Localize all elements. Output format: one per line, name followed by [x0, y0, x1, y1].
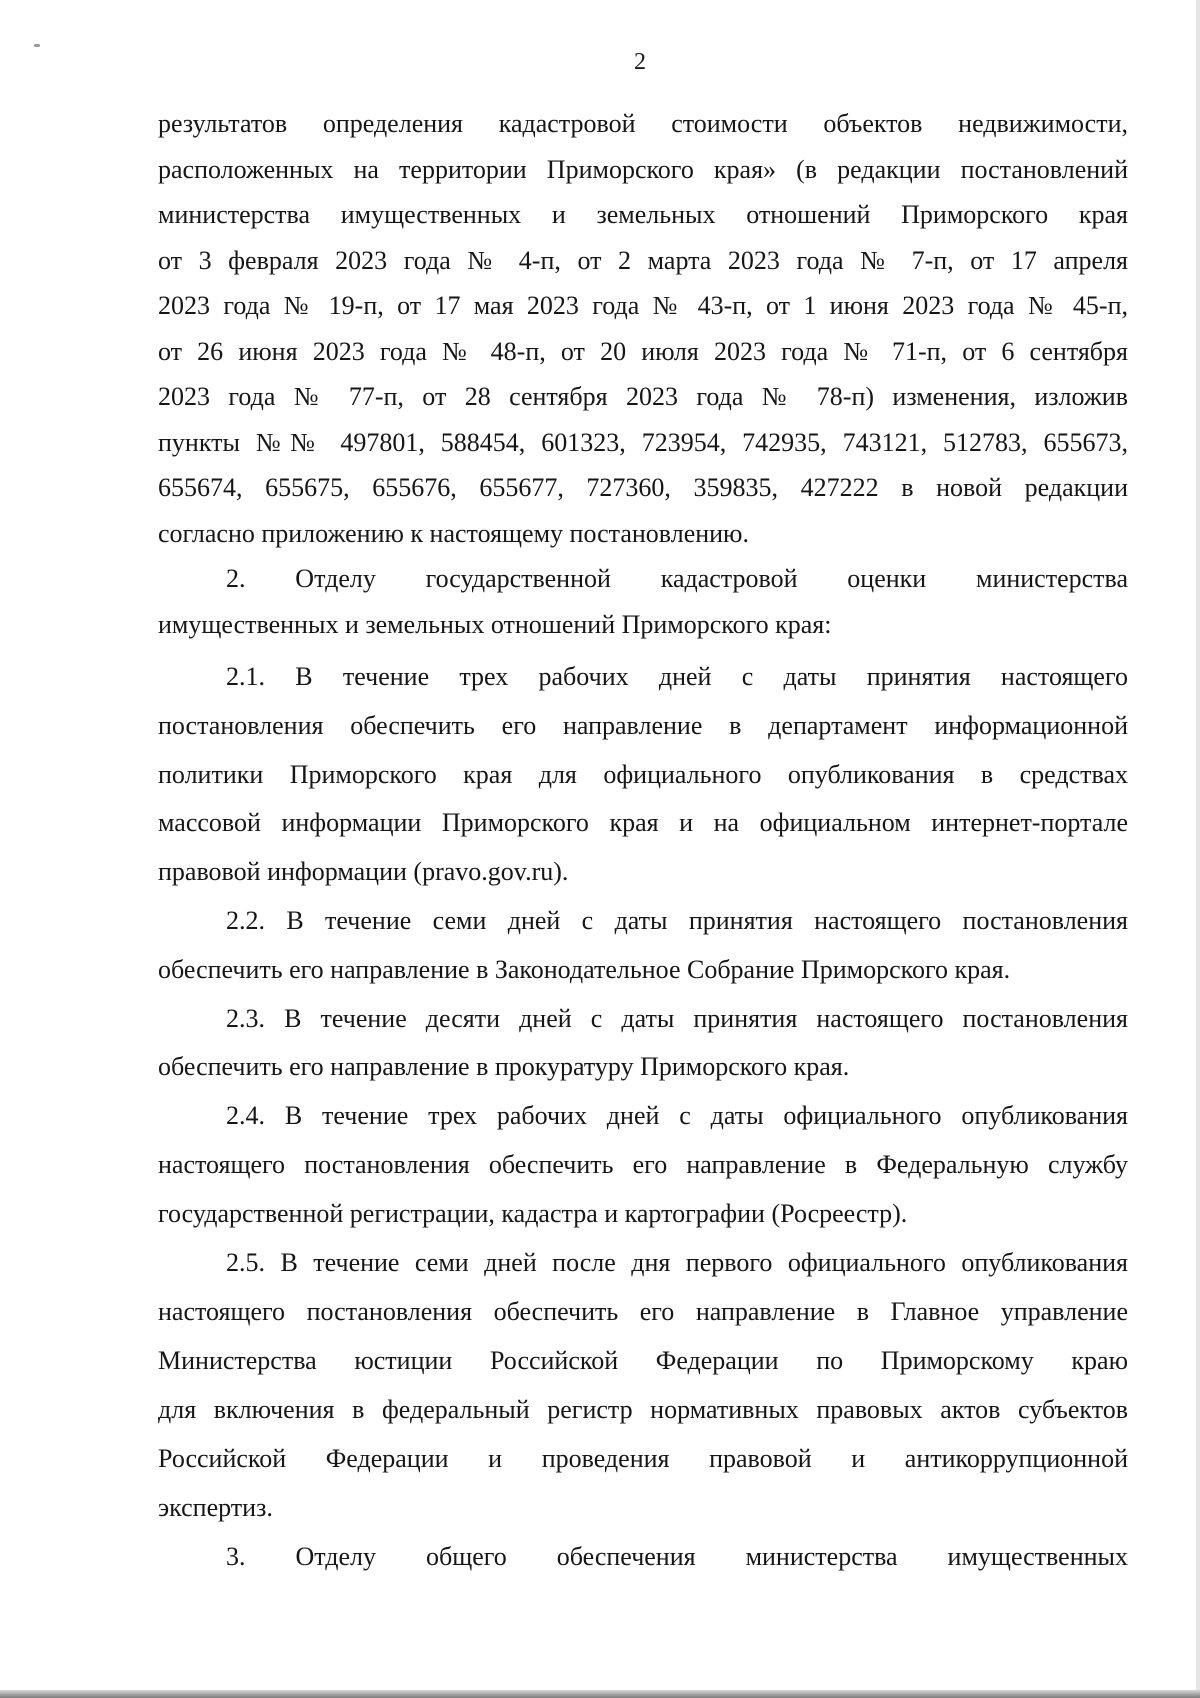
paragraph-line: согласно приложению к настоящему постановлению. [158, 519, 749, 548]
paragraph-line: постановления обеспечить его направление в департамент информационной [158, 711, 1128, 740]
page-number: 2 [634, 49, 646, 75]
paragraph-line: массовой информации Приморского края и на официальном интернет-портале [158, 808, 1128, 837]
paragraph-line: 2023 года № 77-п, от 28 сентября 2023 года № 78-п) изменения, изложив [158, 382, 1128, 411]
paragraph-line: 2.1. В течение трех рабочих дней с даты принятия настоящего [226, 662, 1128, 691]
paragraph-line: обеспечить его направление в прокуратуру Приморского края. [158, 1052, 850, 1081]
paragraph-line: правовой информации (pravo.gov.ru). [158, 857, 569, 886]
paragraph-line: 655674, 655675, 655676, 655677, 727360, 359835, 427222 в новой редакции [158, 473, 1128, 502]
paragraph-line: от 3 февраля 2023 года № 4-п, от 2 марта 2023 года № 7-п, от 17 апреля [158, 246, 1128, 275]
paragraph-line: 2.2. В течение семи дней с даты принятия настоящего постановления [226, 906, 1128, 935]
paragraph-line: Министерства юстиции Российской Федерации по Приморскому краю [158, 1346, 1128, 1375]
scan-right-edge [1196, 0, 1200, 1698]
paragraph-line: 2023 года № 19-п, от 17 мая 2023 года № 43-п, от 1 июня 2023 года № 45-п, [158, 291, 1128, 320]
paragraph-line: министерства имущественных и земельных отношений Приморского края [158, 200, 1128, 229]
paragraph-line: 2.3. В течение десяти дней с даты принятия настоящего постановления [226, 1004, 1128, 1033]
scan-bottom-edge [0, 1690, 1200, 1698]
paragraph-line: государственной регистрации, кадастра и картографии (Росреестр). [158, 1199, 908, 1228]
paragraph-line: 2.4. В течение трех рабочих дней с даты официального опубликования [226, 1101, 1128, 1130]
paragraph-line: результатов определения кадастровой стоимости объектов недвижимости, [158, 109, 1128, 138]
paragraph-line: имущественных и земельных отношений Приморского края: [158, 610, 832, 639]
paragraph-line: Российской Федерации и проведения правовой и антикоррупционной [158, 1444, 1128, 1473]
paragraph-line: пункты №№ 497801, 588454, 601323, 723954, 742935, 743121, 512783, 655673, [158, 428, 1128, 457]
paragraph-line: 2.5. В течение семи дней после дня первого официального опубликования [226, 1248, 1128, 1277]
paragraph-line: настоящего постановления обеспечить его направление в Главное управление [158, 1297, 1128, 1326]
paragraph-line: 2. Отделу государственной кадастровой оценки министерства [226, 564, 1128, 593]
paragraph-line: расположенных на территории Приморского края» (в редакции постановлений [158, 155, 1128, 184]
paragraph-line: экспертиз. [158, 1493, 273, 1522]
paragraph-line: для включения в федеральный регистр нормативных правовых актов субъектов [158, 1395, 1128, 1424]
paragraph-line: 3. Отделу общего обеспечения министерства имущественных [226, 1542, 1128, 1571]
scan-speck [34, 44, 40, 47]
paragraph-line: настоящего постановления обеспечить его направление в Федеральную службу [158, 1150, 1128, 1179]
paragraph-line: от 26 июня 2023 года № 48-п, от 20 июля 2023 года № 71-п, от 6 сентября [158, 337, 1128, 366]
paragraph-line: обеспечить его направление в Законодательное Собрание Приморского края. [158, 955, 1011, 984]
paragraph-line: политики Приморского края для официального опубликования в средствах [158, 760, 1128, 789]
